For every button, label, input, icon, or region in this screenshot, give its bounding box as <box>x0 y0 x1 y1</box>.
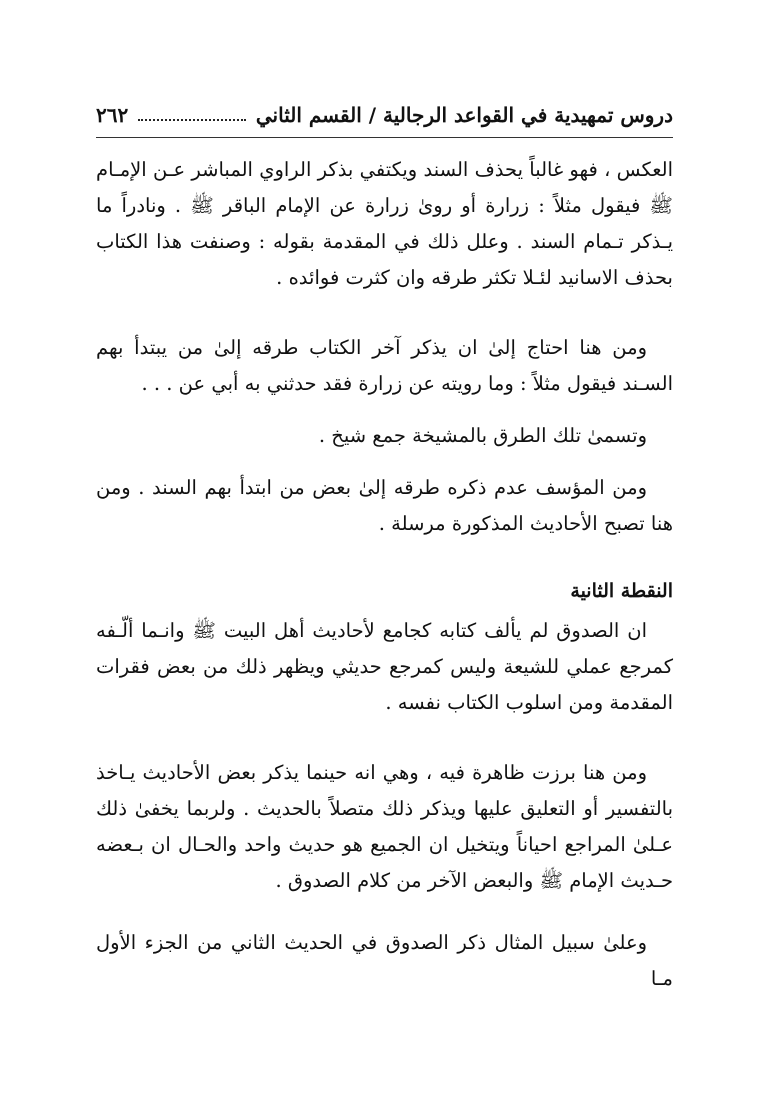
paragraph <box>96 613 673 721</box>
section-heading: النقطة الثانية <box>570 580 673 602</box>
paragraph-text: وعلىٰ سبيل المثال ذكر الصدوق في الحديث الثاني من الجزء الأول مـا <box>96 931 673 990</box>
paragraph-text: ومن هنا برزت ظاهرة فيه ، وهي انه حينما يذكر بعض الأحاديث يـاخذ بالتفسير أو التعليق عليها ويذكر ذلك متصلاً بالحديث . ولربما يخفىٰ ذلك عـلىٰ المراجع احياناً ويتخيل ان الجميع هو حديث واحد والحـال ان بـعضه حـديث الإمام ﷺ والبعض الآخر من كلام الصدوق . <box>96 761 673 892</box>
paragraph-text: ومن هنا احتاج إلىٰ ان يذكر آخر الكتاب طرقه إلىٰ من يبتدأ بهم السـند فيقول مثلاً : وما رويته عن زرارة فقد حدثني به أبي عن . . . <box>96 336 673 395</box>
leader-dots <box>138 109 246 121</box>
paragraph-text: وتسمىٰ تلك الطرق بالمشيخة جمع شيخ . <box>318 424 647 447</box>
running-title: دروس تمهيدية في القواعد الرجالية / القسم الثاني <box>255 103 673 127</box>
paragraph <box>96 330 673 402</box>
paragraph <box>96 755 673 899</box>
paragraph-text: ومن المؤسف عدم ذكره طرقه إلىٰ بعض من ابتدأ بهم السند . ومن هنا تصبح الأحاديث المذكورة مرسلة . <box>96 476 673 535</box>
header-rule <box>96 137 673 138</box>
paragraph <box>96 470 673 542</box>
paragraph: العكس ، فهو غالباً يحذف السند ويكتفي بذكر الراوي المباشر عـن الإمـام ﷺ فيقول مثلاً : زرارة أو روىٰ زرارة عن الإمام الباقر ﷺ . ونادراً ما يـذكر تـمام السند . وعلل ذلك في المقدمة بقوله : وصنفت هذا الكتاب بحذف الاسانيد لئـلا تكثر طرقه وان كثرت فوائده . <box>96 158 673 289</box>
paragraph-text: ان الصدوق لم يألف كتابه كجامع لأحاديث أهل البيت ﷺ وانـما ألّـفه كمرجع عملي للشيعة وليس كمرجع حديثي ويظهر ذلك من بعض فقرات المقدمة ومن اسلوب الكتاب نفسه . <box>96 619 673 714</box>
paragraph <box>96 418 673 454</box>
paragraph <box>96 925 673 997</box>
running-header <box>96 100 673 130</box>
page-number: ٢٦٢ <box>96 103 129 127</box>
